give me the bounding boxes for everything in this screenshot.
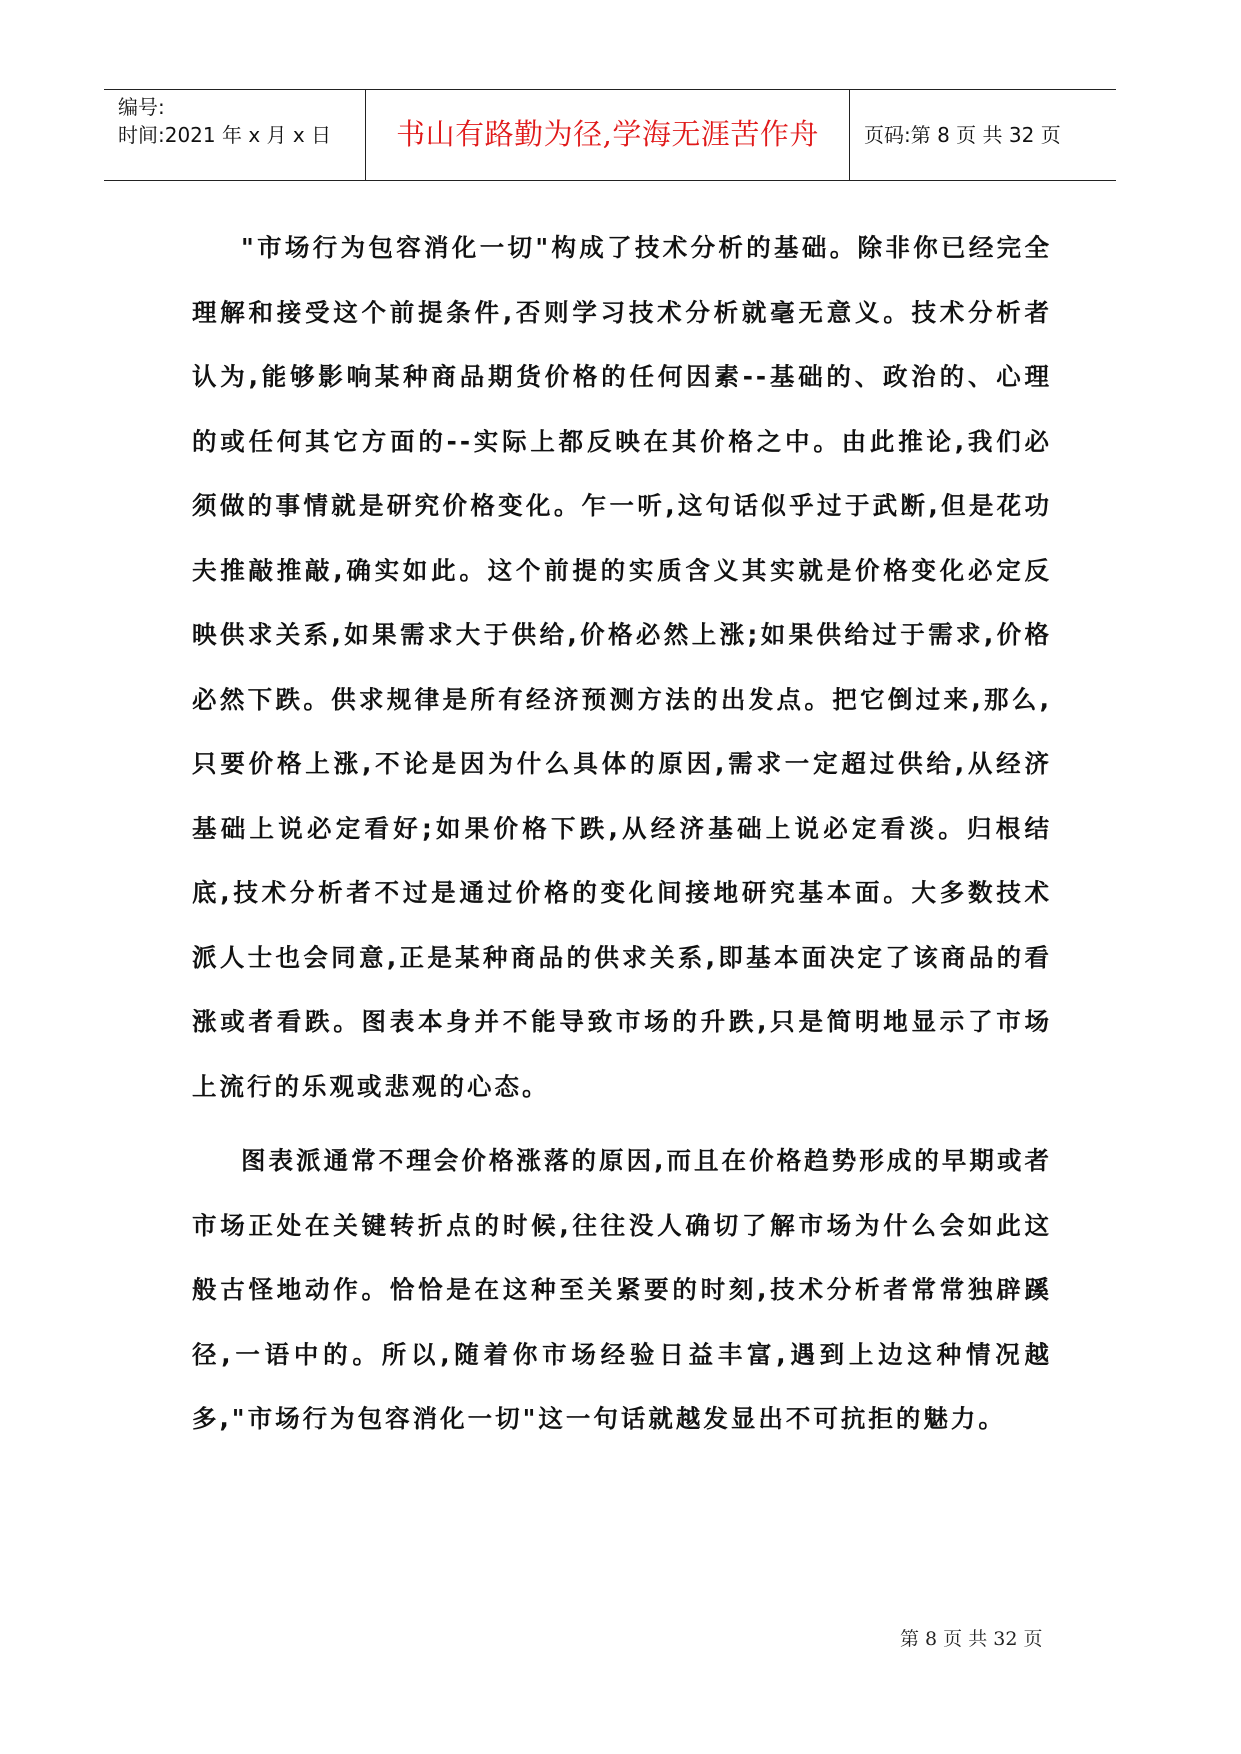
header-motto-cell xyxy=(366,90,850,180)
paragraph-2: 图表派通常不理会价格涨落的原因,而且在价格趋势形成的早期或者市场正处在关键转折点的时候,往往没人确切了解市场为什么会如此这般古怪地动作。恰恰是在这种至关紧要的时刻,技术分析者常常独辟蹊径,一语中的。所以,随着你市场经验日益丰富,遇到上边这种情况越多,"市场行为包容消化一切"这一句话就越发显出不可抗拒的魅力。 xyxy=(192,1146,1052,1433)
page-code: 页码:第 8 页 共 32 页 xyxy=(864,123,1061,147)
page-header xyxy=(104,89,1116,181)
motto-text: 书山有路勤为径,学海无涯苦作舟 xyxy=(396,117,819,151)
paragraph-1: "市场行为包容消化一切"构成了技术分析的基础。除非你已经完全理解和接受这个前提条件,否则学习技术分析就毫无意义。技术分析者认为,能够影响某种商品期货价格的任何因素--基础的、政治的、心理的或任何其它方面的--实际上都反映在其价格之中。由此推论,我们必须做的事情就是研究价格变化。乍一听,这句话似乎过于武断,但是花功夫推敲推敲,确实如此。这个前提的实质含义其实就是价格变化必定反映供求关系,如果需求大于供给,价格必然上涨;如果供给过于需求,价格必然下跌。供求规律是所有经济预测方法的出发点。把它倒过来,那么,只要价格上涨,不论是因为什么具体的原因,需求一定超过供给,从经济基础上说必定看好;如果价格下跌,从经济基础上说必定看淡。归根结底,技术分析者不过是通过价格的变化间接地研究基本面。大多数技术派人士也会同意,正是某种商品的供求关系,即基本面决定了该商品的看涨或者看跌。图表本身并不能导致市场的升跌,只是简明地显示了市场上流行的乐观或悲观的心态。 xyxy=(192,233,1052,1101)
page-footer: 第 8 页 共 32 页 xyxy=(900,1628,1043,1650)
document-body xyxy=(192,216,1052,1462)
header-info-cell xyxy=(104,90,366,180)
header-page-cell xyxy=(850,90,1116,180)
serial-number-label: 编号: xyxy=(118,95,165,119)
date-line: 时间:2021 年 x 月 x 日 xyxy=(118,123,332,147)
